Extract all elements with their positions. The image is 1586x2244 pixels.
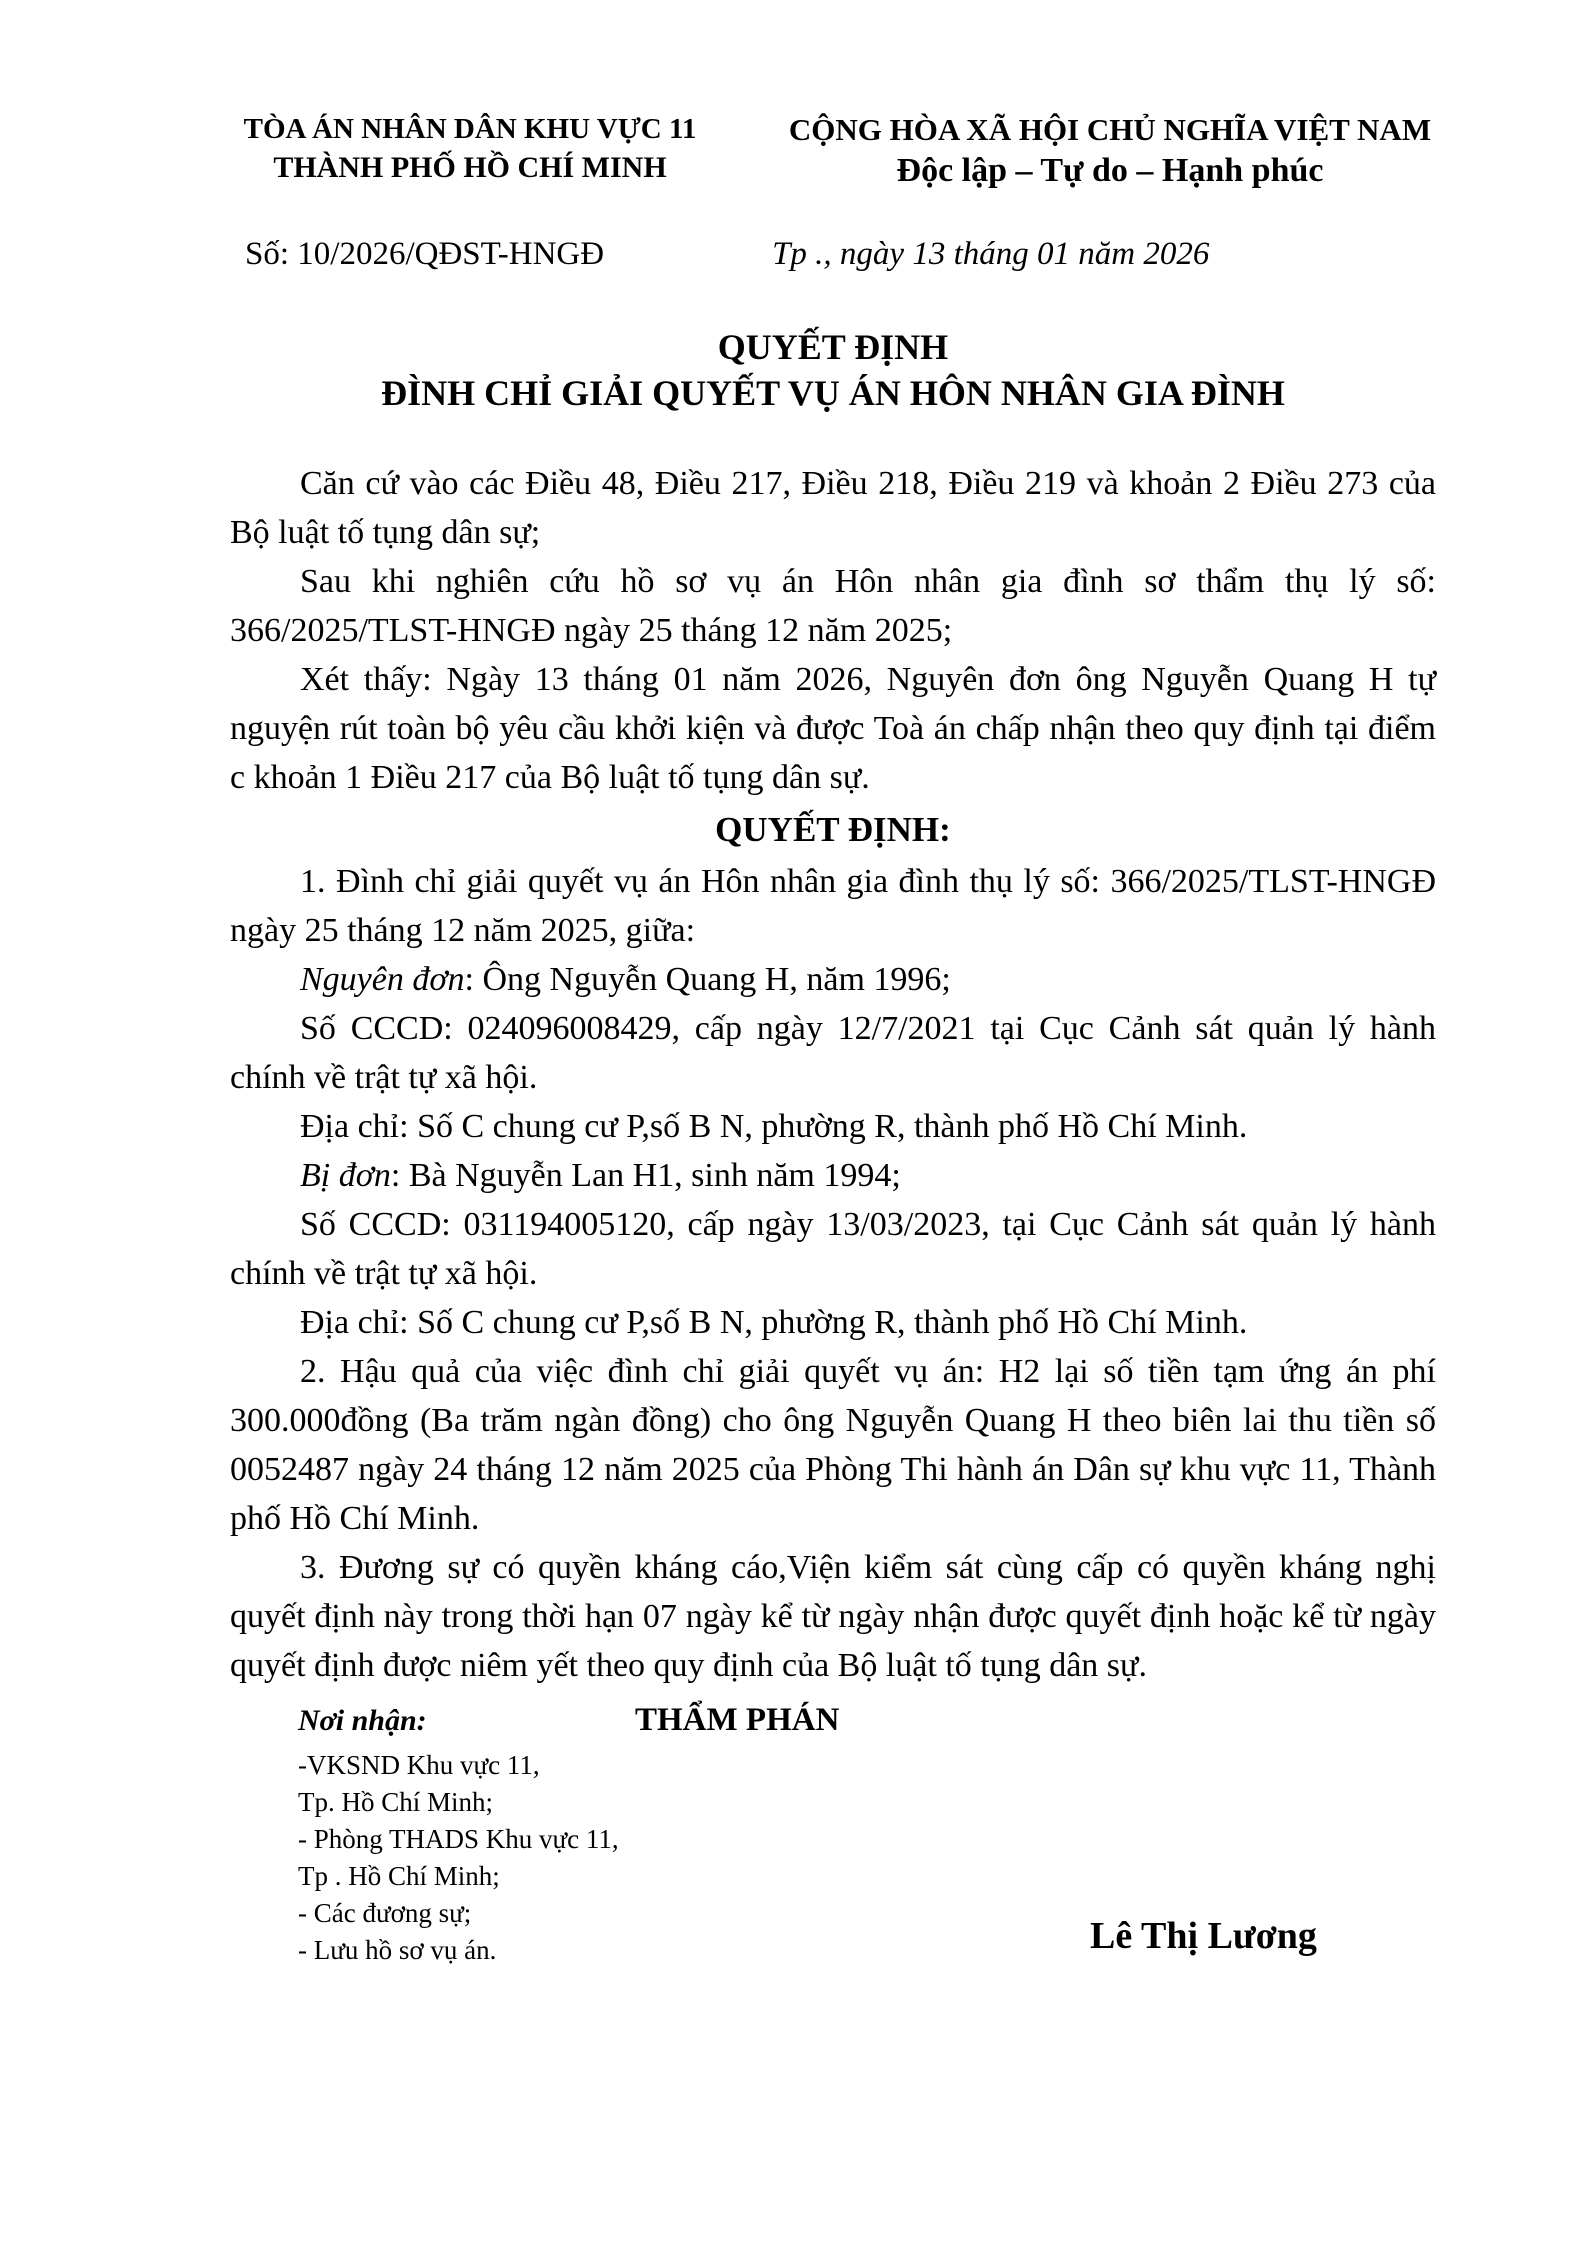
decision-item-1: [230, 857, 1436, 955]
decision-item-2: 2. Hậu quả của việc đình chỉ giải quyết vụ án: H2 lại số tiền tạm ứng án phí 300.000đồng (Ba trăm ngàn đồng) cho ông Nguyễn Quang H theo biên lai thu tiền số 0052487 ngày 24 tháng 12 năm 2025 của Phòng Thi hành án Dân sự khu vực 11, Thành phố Hồ Chí Minh.: [230, 1353, 1436, 1537]
court-name-line2: THÀNH PHỐ HỒ CHÍ MINH: [273, 151, 667, 184]
recipient-item: - Phòng THADS Khu vực 11,: [298, 1824, 619, 1854]
national-motto-block: [765, 110, 1455, 192]
recipients-label: Nơi nhận:: [298, 1704, 427, 1737]
findings-paragraph: Xét thấy: Ngày 13 tháng 01 năm 2026, Nguyên đơn ông Nguyễn Quang H tự nguyện rút toàn bộ yêu cầu khởi kiện và được Toà án chấp nhận theo quy định tại điểm c khoản 1 Điều 217 của Bộ luật tố tụng dân sự.: [230, 661, 1436, 796]
national-title: CỘNG HÒA XÃ HỘI CHỦ NGHĨA VIỆT NAM: [788, 112, 1432, 147]
plaintiff-name: : Ông Nguyễn Quang H, năm 1996;: [464, 961, 951, 998]
recipient-item: Tp . Hồ Chí Minh;: [298, 1861, 500, 1891]
decision-item-1-text: 1. Đình chỉ giải quyết vụ án Hôn nhân gia đình thụ lý số: 366/2025/TLST-HNGĐ ngày 25 tháng 12 năm 2025, giữa:: [230, 863, 1436, 949]
recipient-item: Tp. Hồ Chí Minh;: [298, 1787, 494, 1817]
decision-item-3: 3. Đương sự có quyền kháng cáo,Viện kiểm sát cùng cấp có quyền kháng nghị quyết định này trong thời hạn 07 ngày kể từ ngày nhận được quyết định hoặc kể từ ngày quyết định được niêm yết theo quy định của Bộ luật tố tụng dân sự.: [230, 1549, 1436, 1684]
defendant-label: Bị đơn: [300, 1157, 391, 1194]
recipient-item: -VKSND Khu vực 11,: [298, 1750, 540, 1780]
document-body: [230, 459, 1436, 1690]
title-line2: ĐÌNH CHỈ GIẢI QUYẾT VỤ ÁN HÔN NHÂN GIA ĐÌNH: [381, 373, 1285, 413]
document-number: Số: 10/2026/QĐST-HNGĐ: [245, 236, 605, 272]
title-line1: QUYẾT ĐỊNH: [717, 327, 949, 367]
decision-heading: QUYẾT ĐỊNH:: [715, 810, 951, 849]
national-motto: Độc lập – Tự do – Hạnh phúc: [896, 152, 1324, 189]
defendant-name: : Bà Nguyễn Lan H1, sinh năm 1994;: [390, 1157, 901, 1194]
issuing-court-block: [235, 110, 705, 192]
court-name-line1: TÒA ÁN NHÂN DÂN KHU VỰC 11: [243, 113, 697, 145]
document-footer: [298, 1702, 1436, 2122]
document-header: [0, 0, 1586, 192]
judge-title: THẨM PHÁN: [635, 1702, 840, 1738]
plaintiff-label: Nguyên đơn: [300, 961, 465, 998]
document-title: [230, 324, 1436, 417]
case-review-paragraph: Sau khi nghiên cứu hồ sơ vụ án Hôn nhân gia đình sơ thẩm thụ lý số: 366/2025/TLST-HNGĐ ngày 25 tháng 12 năm 2025;: [230, 563, 1436, 649]
footer-head-row: [298, 1702, 1436, 1739]
defendant-line: [230, 1151, 1436, 1200]
plaintiff-address-line: Địa chỉ: Số C chung cư P,số B N, phường R, thành phố Hồ Chí Minh.: [300, 1108, 1248, 1145]
number-date-row: [245, 234, 1586, 274]
recipient-item: - Lưu hồ sơ vụ án.: [298, 1935, 497, 1965]
document-date: Tp ., ngày 13 tháng 01 năm 2026: [772, 236, 1210, 272]
defendant-address-line: Địa chỉ: Số C chung cư P,số B N, phường R, thành phố Hồ Chí Minh.: [300, 1304, 1248, 1341]
recipient-item: - Các đương sự;: [298, 1898, 472, 1928]
defendant-id-line: Số CCCD: 031194005120, cấp ngày 13/03/2023, tại Cục Cảnh sát quản lý hành chính về trật tự xã hội.: [230, 1206, 1436, 1292]
plaintiff-line: [230, 955, 1436, 1004]
legal-basis-paragraph: Căn cứ vào các Điều 48, Điều 217, Điều 218, Điều 219 và khoản 2 Điều 273 của Bộ luật tố tụng dân sự;: [230, 465, 1436, 551]
judge-signature-name: Lê Thị Lương: [1090, 1915, 1317, 1957]
plaintiff-id-line: Số CCCD: 024096008429, cấp ngày 12/7/2021 tại Cục Cảnh sát quản lý hành chính về trật tự xã hội.: [230, 1010, 1436, 1096]
